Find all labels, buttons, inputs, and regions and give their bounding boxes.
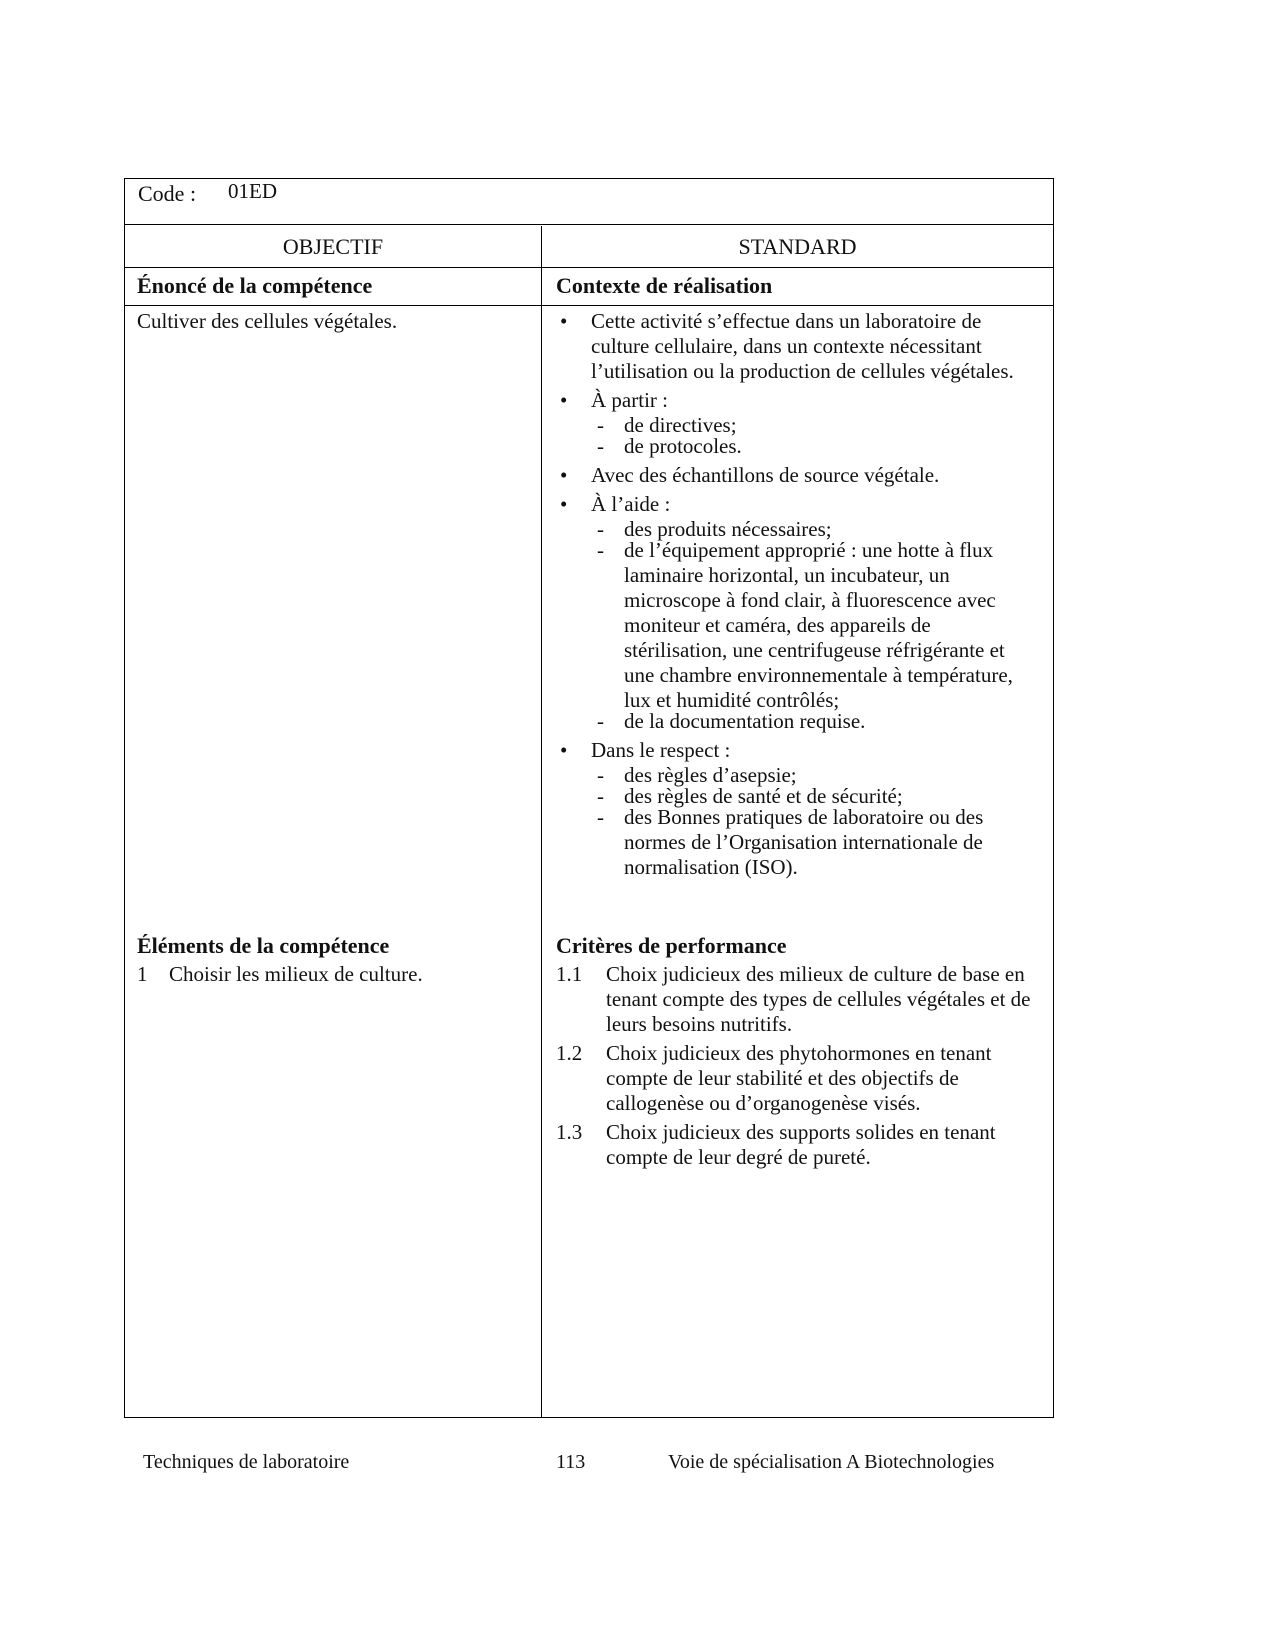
bullet-icon: • (560, 388, 568, 412)
critere-number: 1.1 (556, 962, 583, 986)
footer-right: Voie de spécialisation A Biotechnologies (668, 1451, 995, 1473)
critere-item (556, 1041, 1031, 1116)
element-number: 1 (137, 962, 148, 986)
dash-icon: - (597, 763, 604, 787)
code-value: 01ED (228, 179, 277, 203)
bullet-icon: • (560, 738, 568, 762)
code-label: Code : (138, 181, 197, 206)
contexte-item (560, 738, 1015, 763)
contexte-subitem (560, 805, 1015, 880)
contexte-item (560, 388, 1015, 413)
contexte-item-text: Avec des échantillons de source végétale. (591, 463, 940, 487)
critere-text: Choix judicieux des supports solides en tenant compte de leur degré de pureté. (606, 1120, 996, 1169)
dash-icon: - (597, 709, 604, 733)
contexte-subitem-text: des règles d’asepsie; (624, 763, 797, 787)
critere-item (556, 1120, 1031, 1170)
dash-icon: - (597, 784, 604, 808)
contexte-item-text: Dans le respect : (591, 738, 731, 762)
elements-title: Éléments de la compétence (137, 933, 390, 958)
contexte-subitem-text: de protocoles. (624, 434, 742, 458)
criteres-title: Critères de performance (556, 933, 787, 958)
contexte-subitem-text: des produits nécessaires; (624, 517, 832, 541)
divider (124, 224, 1053, 225)
critere-number: 1.3 (556, 1120, 583, 1144)
contexte-item-text: Cette activité s’effectue dans un laboratoire de culture cellulaire, dans un contexte nécessitant l’utilisation ou la production de cellules végétales. (591, 309, 1014, 383)
contexte-item (560, 492, 1015, 517)
critere-number: 1.2 (556, 1041, 583, 1065)
column-divider (541, 226, 542, 1417)
divider (124, 305, 1053, 306)
bullet-icon: • (560, 463, 568, 487)
bullet-icon: • (560, 309, 568, 333)
footer-page-number: 113 (556, 1451, 586, 1473)
contexte-item-text: À l’aide : (591, 492, 671, 516)
header-objectif: OBJECTIF (282, 234, 384, 259)
contexte-subitem (560, 538, 1015, 713)
contexte-subitem-text: des Bonnes pratiques de laboratoire ou des normes de l’Organisation internationale de normalisation (ISO). (624, 805, 984, 879)
contexte-subitem-text: de la documentation requise. (624, 709, 866, 733)
enonce-text: Cultiver des cellules végétales. (137, 309, 398, 333)
contexte-subitem-text: de directives; (624, 413, 737, 437)
divider (124, 267, 1053, 268)
dash-icon: - (597, 517, 604, 541)
critere-item (556, 962, 1031, 1037)
contexte-subitem (560, 709, 1015, 734)
enonce-title: Énoncé de la compétence (137, 273, 373, 298)
element-text: Choisir les milieux de culture. (169, 962, 423, 986)
dash-icon: - (597, 413, 604, 437)
dash-icon: - (597, 434, 604, 458)
contexte-item (560, 309, 1015, 384)
contexte-subitem-text: des règles de santé et de sécurité; (624, 784, 903, 808)
dash-icon: - (597, 805, 604, 829)
contexte-list (560, 309, 1015, 884)
footer-left: Techniques de laboratoire (143, 1451, 350, 1473)
contexte-item-text: À partir : (591, 388, 668, 412)
header-standard: STANDARD (738, 234, 857, 259)
criteres-list (556, 962, 1031, 1174)
contexte-subitem (560, 434, 1015, 459)
critere-text: Choix judicieux des phytohormones en tenant compte de leur stabilité et des objectifs de callogenèse ou d’organogenèse visés. (606, 1041, 992, 1115)
bullet-icon: • (560, 492, 568, 516)
contexte-title: Contexte de réalisation (556, 273, 773, 298)
contexte-item (560, 463, 1015, 488)
dash-icon: - (597, 538, 604, 562)
critere-text: Choix judicieux des milieux de culture de base en tenant compte des types de cellules végétales et de leurs besoins nutritifs. (606, 962, 1031, 1036)
contexte-subitem-text: de l’équipement approprié : une hotte à flux laminaire horizontal, un incubateur, un microscope à fond clair, à fluorescence avec moniteur et caméra, des appareils de stérilisation, une centrifugeuse réfrigérante et une chambre environnementale à température, lux et humidité contrôlés; (624, 538, 1013, 712)
